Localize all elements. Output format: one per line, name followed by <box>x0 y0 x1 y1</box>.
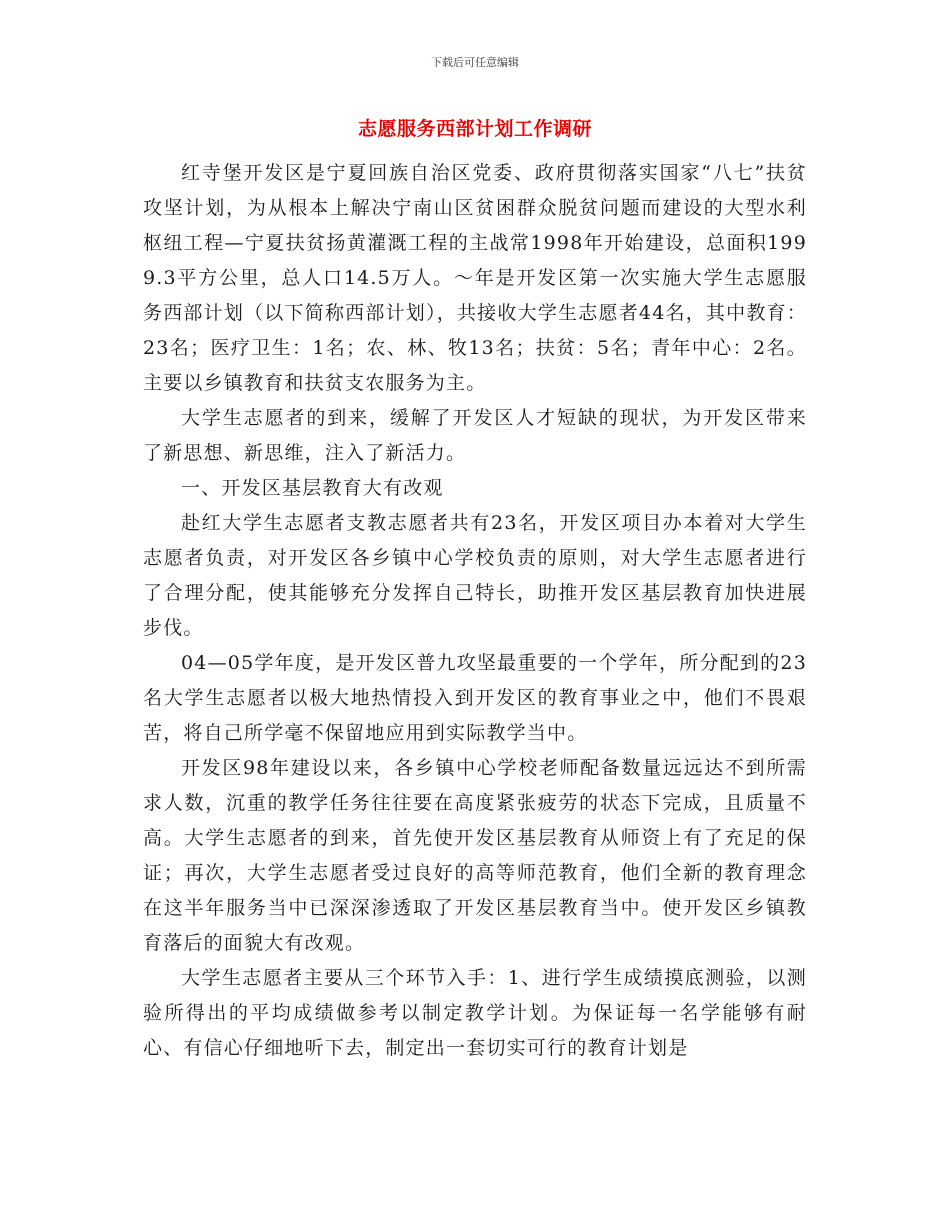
section-heading-1: 一、开发区基层教育大有改观 <box>181 477 444 499</box>
paragraph-teachers: 开发区98年建设以来，各乡镇中心学校老师配备数量远远达不到所需求人数，沉重的教学任务往往要在高度紧张疲劳的状态下完成，且质量不高。大学生志愿者的到来，首先使开发区基层教育从师资上有了充足的保证；再次，大学生志愿者受过良好的高等师范教育，他们全新的教育理念在这半年服务当中已深深渗透取了开发区基层教育当中。使开发区乡镇教育落后的面貌大有改观。 <box>143 757 807 954</box>
paragraph-intro: 红寺堡开发区是宁夏回族自治区党委、政府贯彻落实国家“八七”扶贫攻坚计划，为从根本上解决宁南山区贫困群众脱贫问题而建设的大型水利枢纽工程—宁夏扶贫扬黄灌溉工程的主战常1998年开始建设，总面积1999.3平方公里，总人口14.5万人。～年是开发区第一次实施大学生志愿服务西部计划（以下简称西部计划），共接收大学生志愿者44名，其中教育：23名；医疗卫生：1名；农、林、牧13名；扶贫：5名；青年中心：2名。主要以乡镇教育和扶贫支农服务为主。 <box>143 162 807 394</box>
paragraph-school-year: 04—05学年度，是开发区普九攻坚最重要的一个学年，所分配到的23名大学生志愿者以极大地热情投入到开发区的教育事业之中，他们不畏艰苦，将自己所学毫不保留地应用到实际教学当中。 <box>143 652 807 744</box>
header-note: 下载后可任意编辑 <box>431 56 519 69</box>
paragraph-arrival: 大学生志愿者的到来，缓解了开发区人才短缺的现状，为开发区带来了新思想、新思维，注入了新活力。 <box>143 407 807 464</box>
document-title: 志愿服务西部计划工作调研 <box>357 118 592 140</box>
document-body <box>143 156 807 1066</box>
paragraph-three-steps: 大学生志愿者主要从三个环节入手：1、进行学生成绩摸底测验，以测验所得出的平均成绩做参考以制定教学计划。为保证每一名学能够有耐心、有信心仔细地听下去，制定出一套切实可行的教育计划是 <box>143 967 807 1059</box>
paragraph-allocation: 赴红大学生志愿者支教志愿者共有23名，开发区项目办本着对大学生志愿者负责，对开发区各乡镇中心学校负责的原则，对大学生志愿者进行了合理分配，使其能够充分发挥自己特长，助推开发区基层教育加快进展步伐。 <box>143 512 807 639</box>
